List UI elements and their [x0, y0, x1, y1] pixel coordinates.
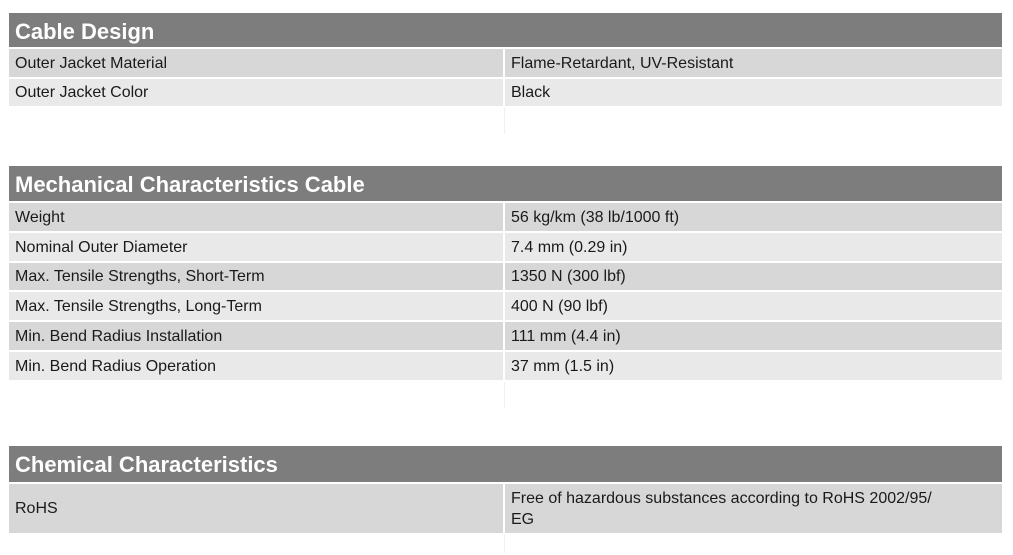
- section-title: Cable Design: [9, 13, 1002, 49]
- row-label: Weight: [9, 203, 505, 231]
- row-label: Min. Bend Radius Installation: [9, 322, 505, 350]
- row-label: Max. Tensile Strengths, Short-Term: [9, 263, 505, 290]
- row-label: Min. Bend Radius Operation: [9, 352, 505, 380]
- table-row: [9, 322, 1002, 352]
- row-label: Outer Jacket Color: [9, 79, 505, 106]
- section-title: Mechanical Characteristics Cable: [9, 166, 1002, 203]
- spacer-cell: [9, 108, 505, 134]
- row-value: 37 mm (1.5 in): [511, 357, 615, 375]
- spacer-cell: [9, 382, 505, 408]
- table-spacer-row: [9, 382, 1002, 410]
- table-row: [9, 79, 1002, 108]
- row-value: Black: [511, 84, 551, 101]
- row-value: 400 N (90 lbf): [511, 297, 608, 315]
- table-spacer-row: [9, 108, 1002, 136]
- spacer-cell: [9, 535, 505, 553]
- table-row: [9, 49, 1002, 79]
- row-value: 7.4 mm (0.29 in): [511, 238, 628, 256]
- table-row: [9, 484, 1002, 535]
- row-value: 1350 N (300 lbf): [511, 268, 626, 285]
- table-spacer-row: [9, 535, 1002, 555]
- row-value: 56 kg/km (38 lb/1000 ft): [511, 208, 680, 226]
- spacer-cell: [505, 382, 1002, 408]
- section-chemical-characteristics: [9, 446, 1002, 555]
- table-row: [9, 352, 1002, 382]
- table-row: [9, 263, 1002, 292]
- row-value: Flame-Retardant, UV-Resistant: [511, 54, 734, 72]
- table-row: [9, 292, 1002, 322]
- table-row: [9, 203, 1002, 233]
- section-mechanical-characteristics: [9, 166, 1002, 410]
- row-label: Nominal Outer Diameter: [9, 233, 505, 261]
- row-label: Outer Jacket Material: [9, 49, 505, 77]
- spacer-cell: [505, 535, 1002, 553]
- table-row: [9, 233, 1002, 263]
- section-title: Chemical Characteristics: [9, 446, 1002, 484]
- spacer-cell: [505, 108, 1002, 134]
- row-label: RoHS: [9, 484, 505, 533]
- row-value: Free of hazardous substances according to RoHS 2002/95/ EG: [511, 489, 932, 528]
- section-cable-design: [9, 13, 1002, 136]
- row-label: Max. Tensile Strengths, Long-Term: [9, 292, 505, 320]
- row-value: 111 mm (4.4 in): [511, 327, 621, 345]
